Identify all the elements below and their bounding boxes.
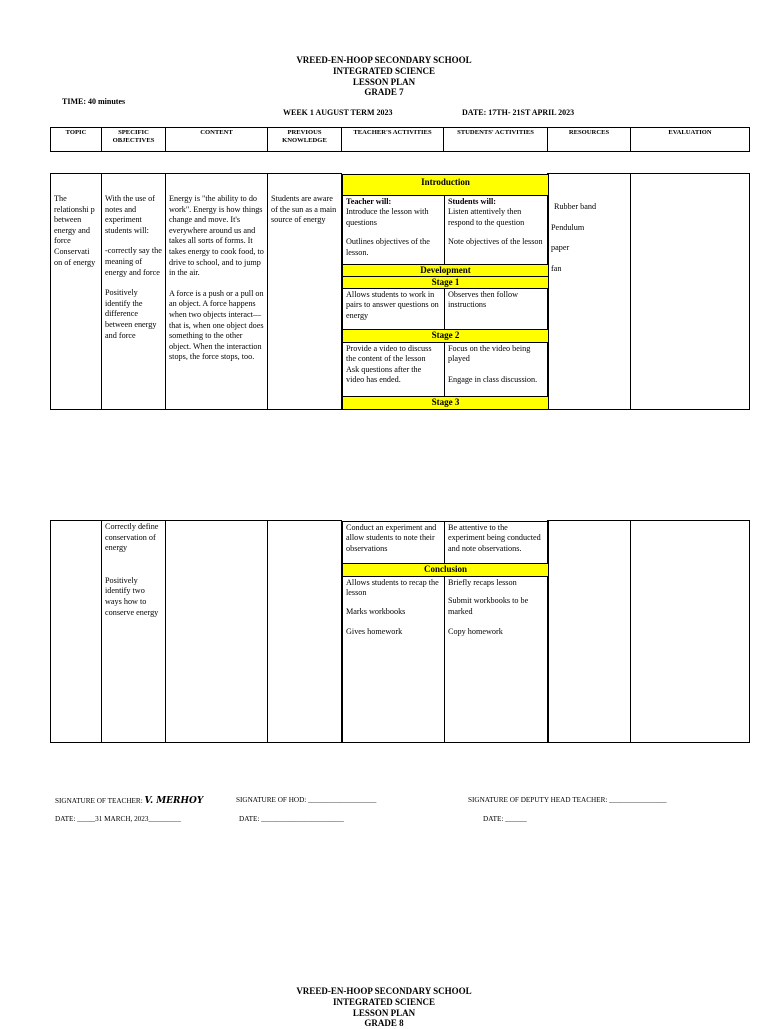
- teacher-stage2-cell: [342, 342, 445, 397]
- content-energy: Energy is "the ability to do work". Energy is how things change and move. It's everywhere around us and takes all sorts of forms. It takes energy to cook food, to drive to school, and to jump in the air.: [169, 194, 264, 278]
- activities-cell-2: [342, 521, 548, 743]
- students-conc-2: Submit workbooks to be marked: [448, 596, 529, 616]
- grade-label: GRADE 7: [364, 87, 404, 97]
- development-bar: Development: [342, 264, 549, 277]
- objective-4: Positively identify two ways how to conserve energy: [105, 575, 159, 617]
- teacher-conc-3: Gives homework: [346, 627, 403, 637]
- content-cell: [166, 174, 268, 410]
- teacher-conclusion-cell: [342, 576, 445, 743]
- col-content: CONTENT: [166, 128, 268, 152]
- doc-type: LESSON PLAN: [352, 77, 416, 87]
- teacher-intro-1: Introduce the lesson with questions: [346, 207, 429, 227]
- content-cell-2: [166, 521, 268, 743]
- content-force: A force is a push or a pull on an object. A force happens when two objects interact—that is, when one object does something to the other object. When the interaction stops, the force stops, too.: [169, 288, 264, 362]
- teacher-stage2-2: Ask questions after the video has ended.: [346, 364, 422, 385]
- subject-title: INTEGRATED SCIENCE: [332, 66, 436, 76]
- objective-2: Positively identify the difference between energy and force: [105, 288, 157, 340]
- deputy-signature-line: SIGNATURE OF DEPUTY HEAD TEACHER: ________________: [468, 796, 667, 804]
- teacher-conc-1: Allows students to recap the lesson: [346, 577, 439, 598]
- stage1-bar: Stage 1: [342, 276, 549, 289]
- resource-item: paper: [551, 243, 570, 253]
- col-resources: RESOURCES: [548, 128, 631, 152]
- students-stage2-2: Engage in class discussion.: [448, 374, 538, 384]
- teacher-conc-2: Marks workbooks: [346, 606, 406, 616]
- objectives-cell: [102, 174, 166, 410]
- students-conc-3: Copy homework: [448, 627, 503, 637]
- next-doc-type: LESSON PLAN: [352, 1008, 416, 1018]
- teacher-stage3-cell: Conduct an experiment and allow students to note their observations: [342, 521, 445, 564]
- students-conc-1: Briefly recaps lesson: [448, 577, 517, 587]
- date-label: DATE: 17TH- 21ST APRIL 2023: [462, 108, 575, 117]
- students-intro-2: Note objectives of the lesson: [448, 237, 543, 247]
- previous-knowledge-cell: [268, 174, 342, 410]
- topic-cell-2: [51, 521, 102, 743]
- teacher-signature-label: SIGNATURE OF TEACHER:: [55, 797, 143, 805]
- week-label: WEEK 1 AUGUST TERM 2023: [283, 108, 393, 117]
- students-stage3-cell: Be attentive to the experiment being conducted and note observations.: [444, 521, 549, 564]
- resources-cell: [548, 174, 631, 410]
- stage2-bar: Stage 2: [342, 329, 549, 343]
- introduction-bar: Introduction: [342, 174, 549, 196]
- conclusion-bar: Conclusion: [342, 563, 549, 577]
- objective-1: -correctly say the meaning of energy and force: [105, 246, 162, 277]
- stage3-bar: Stage 3: [342, 396, 549, 410]
- students-intro-cell: [444, 195, 549, 265]
- resource-item: Rubber band: [554, 202, 597, 211]
- students-will-label: Students will:: [448, 196, 496, 206]
- objective-3: Correctly define conservation of energy: [105, 522, 159, 553]
- topic-cell: [51, 174, 102, 410]
- objectives-intro: With the use of notes and experiment students will:: [105, 194, 155, 235]
- students-conclusion-cell: [444, 576, 549, 743]
- col-objectives: SPECIFIC OBJECTIVES: [102, 128, 166, 152]
- col-student-activities: STUDENTS' ACTIVITIES: [444, 128, 548, 152]
- teacher-signature: V. MERHOY: [144, 796, 204, 806]
- col-previous-knowledge: PREVIOUS KNOWLEDGE: [268, 128, 342, 152]
- lesson-table-part1: [50, 173, 750, 410]
- hod-signature-line: SIGNATURE OF HOD: ___________________: [236, 796, 377, 804]
- evaluation-cell: [631, 174, 750, 410]
- students-stage2-1: Focus on the video being played: [448, 343, 531, 364]
- resources-cell-2: [548, 521, 631, 743]
- objectives-cell-2: [102, 521, 166, 743]
- teacher-signature-line: [55, 796, 203, 806]
- previous-knowledge-text: Students are aware of the sun as a main source of energy: [271, 194, 337, 225]
- activities-cell: [342, 174, 548, 410]
- teacher-intro-2: Outlines objectives of the lesson.: [346, 237, 430, 257]
- deputy-date-line: DATE: ______: [483, 815, 527, 823]
- col-teacher-activities: TEACHER'S ACTIVITIES: [342, 128, 444, 152]
- hod-date-line: DATE: _______________________: [239, 815, 344, 823]
- resource-item: Pendulum: [551, 222, 585, 232]
- next-school-name: VREED-EN-HOOP SECONDARY SCHOOL: [296, 986, 472, 996]
- col-topic: TOPIC: [51, 128, 102, 152]
- lesson-table-part2: [50, 520, 750, 743]
- next-grade-label: GRADE 8: [364, 1018, 404, 1028]
- col-evaluation: EVALUATION: [631, 128, 750, 152]
- previous-knowledge-cell-2: [268, 521, 342, 743]
- teacher-will-label: Teacher will:: [346, 196, 392, 206]
- teacher-stage2-1: Provide a video to discuss the content of the lesson: [346, 343, 432, 364]
- evaluation-cell-2: [631, 521, 750, 743]
- column-header-table: [50, 127, 750, 152]
- topic-text: The relationshi p between energy and force Conservati on of energy: [54, 194, 96, 267]
- resource-item: fan: [551, 263, 562, 273]
- students-intro-1: Listen attentively then respond to the question: [448, 207, 525, 227]
- time-label: TIME: 40 minutes: [62, 97, 126, 106]
- next-subject-title: INTEGRATED SCIENCE: [332, 997, 436, 1007]
- teacher-date-line: DATE: _____31 MARCH, 2023_________: [55, 815, 181, 823]
- teacher-intro-cell: [342, 195, 445, 265]
- teacher-stage1-cell: Allows students to work in pairs to answer questions on energy: [342, 288, 445, 330]
- students-stage2-cell: [444, 342, 549, 397]
- school-name: VREED-EN-HOOP SECONDARY SCHOOL: [296, 55, 472, 65]
- students-stage1-cell: Observes then follow instructions: [444, 288, 549, 330]
